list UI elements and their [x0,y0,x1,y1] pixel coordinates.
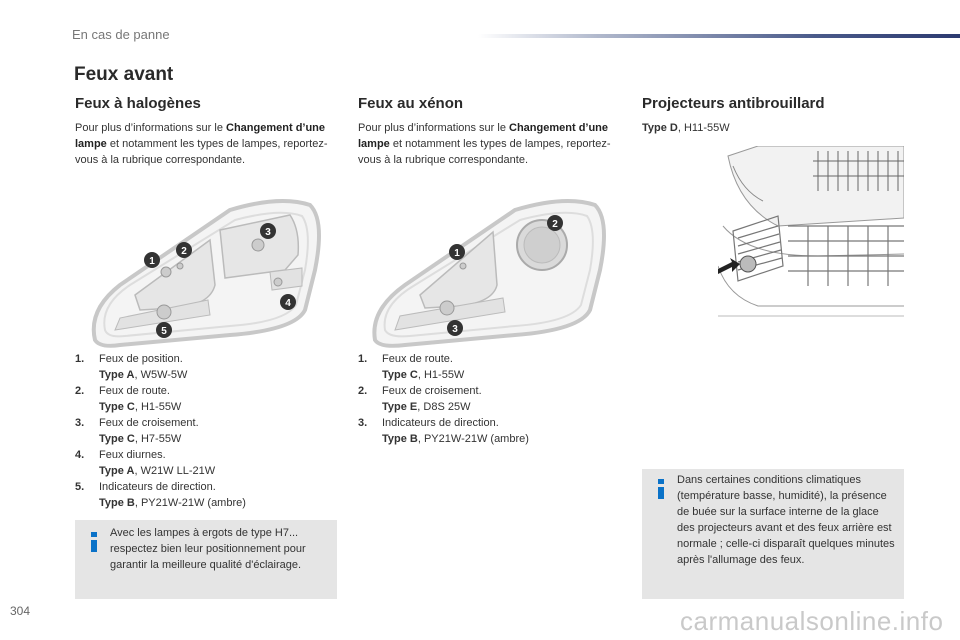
list-item: 2. Feux de route. Type C, H1-55W [75,385,182,413]
watermark: carmanualsonline.info [680,606,944,636]
callout-4-icon [280,294,296,310]
section-header: En cas de panne [72,27,170,42]
halogen-title: Feux à halogènes [75,95,201,112]
callout-3-icon [260,223,276,239]
callout-1-icon [144,252,160,268]
callout-5-icon [156,322,172,338]
page-title: Feux avant [74,64,174,85]
xenon-bulb-list [358,351,618,447]
svg-text:4: 4 [285,298,291,309]
list-item: 3. Feux de croisement. Type C, H7-55W [75,417,199,445]
fog-info-box [642,469,904,599]
halogen-info-box [75,520,337,599]
svg-text:5: 5 [161,326,167,337]
svg-text:1: 1 [454,248,460,259]
svg-text:2: 2 [181,246,187,257]
info-icon [87,532,101,552]
xenon-intro: Pour plus d’informations sur le Changement d’une lampe et notamment les types de lampes, reportez-vous à la rubrique correspondante. [358,122,611,166]
list-item: 5. Indicateurs de direction. Type B, PY21W-21W (ambre) [75,481,246,509]
callout-2-icon [547,215,563,231]
svg-text:2: 2 [552,219,558,230]
callout-1-icon [449,244,465,260]
halogen-headlamp-diagram [80,190,330,350]
xenon-title: Feux au xénon [358,95,464,112]
callout-2-icon [176,242,192,258]
svg-text:3: 3 [452,324,458,335]
list-item: 3. Indicateurs de direction. Type B, PY21W-21W (ambre) [358,417,529,445]
info-icon [654,479,668,499]
list-item: 4. Feux diurnes. Type A, W21W LL-21W [75,449,216,477]
fog-info-text: Dans certaines conditions climatiques (température basse, humidité), la présence de buée sur la surface interne de la glace des projecteurs avant et des feux arrière est normale ; celle-ci disparaît quelques minutes après l'allumage des feux. [677,474,895,566]
list-item: 1. Feux de route. Type C, H1-55W [358,353,465,381]
list-item: 1. Feux de position. Type A, W5W-5W [75,353,188,381]
halogen-intro: Pour plus d’informations sur le Changement d’une lampe et notamment les types de lampes, reportez-vous à la rubrique correspondante. [75,122,328,166]
xenon-headlamp-diagram [365,190,615,350]
list-item: 2. Feux de croisement. Type E, D8S 25W [358,385,482,413]
page-number: 304 [10,604,31,618]
halogen-bulb-list [75,351,335,511]
svg-text:3: 3 [265,227,271,238]
header-gradient-bar [478,34,960,38]
fog-title: Projecteurs antibrouillard [642,95,825,112]
fog-bulb-type: Type D, H11-55W [642,122,730,134]
callout-3-icon [447,320,463,336]
svg-text:1: 1 [149,256,155,267]
halogen-info-text: Avec les lampes à ergots de type H7... respectez bien leur positionnement pour garantir la meilleure qualité d'éclairage. [110,527,306,571]
fog-lamp-photo [718,146,904,320]
